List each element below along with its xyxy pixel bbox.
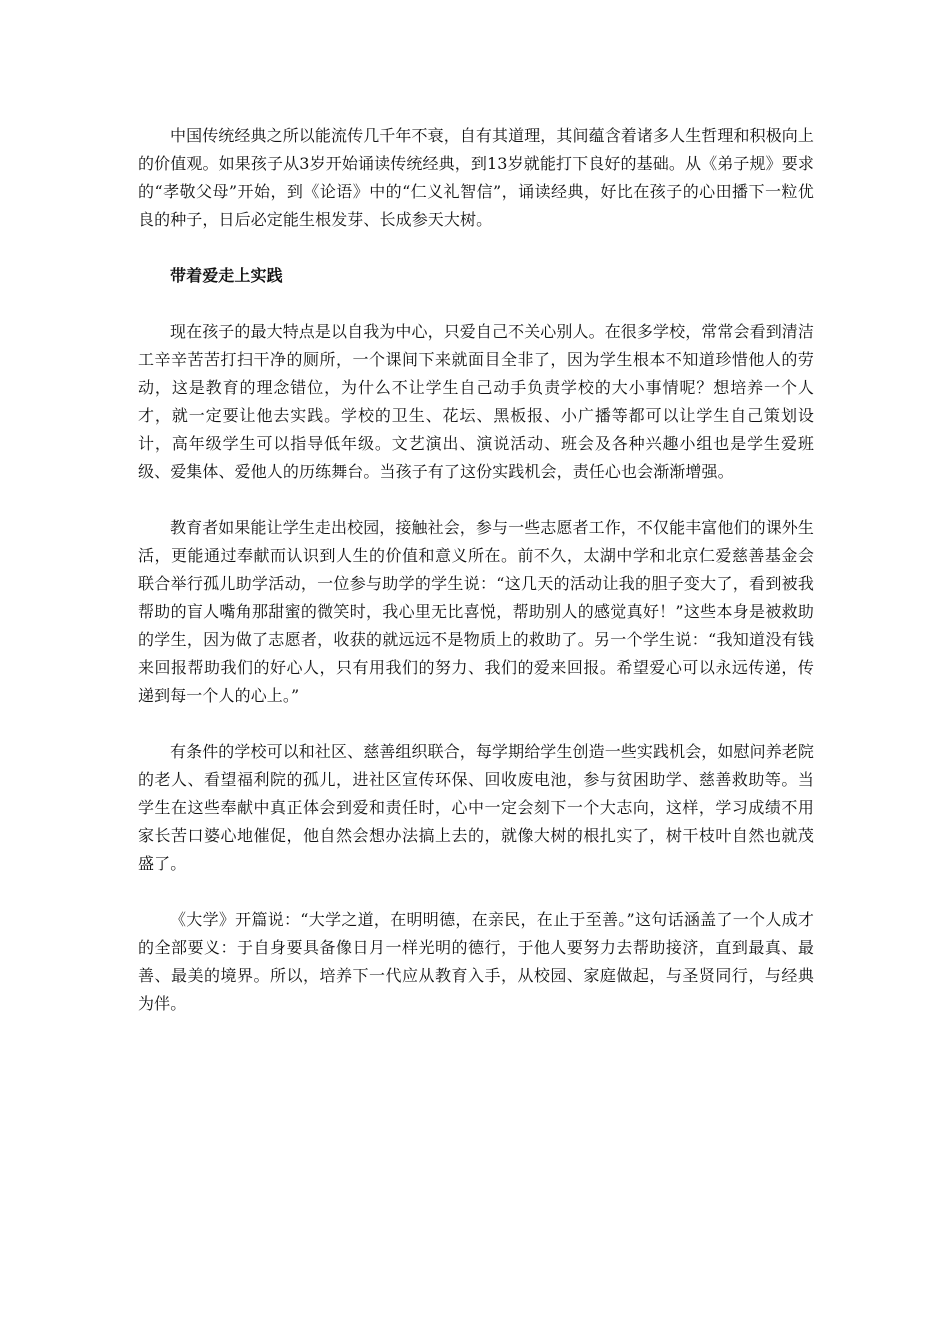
paragraph-spacer bbox=[138, 486, 814, 514]
paragraph-practice: 现在孩子的最大特点是以自我为中心，只爱自己不关心别人。在很多学校，常常会看到清洁工辛辛苦苦打扫干净的厕所，一个课间下来就面目全非了，因为学生根本不知道珍惜他人的劳动，这是教育的理念错位，为什么不让学生自己动手负责学校的大小事情呢？想培养一个人才，就一定要让他去实践。学校的卫生、花坛、黑板报、小广播等都可以让学生自己策划设计，高年级学生可以指导低年级。文艺演出、演说活动、班会及各种兴趣小组也是学生爱班级、爱集体、爱他人的历练舞台。当孩子有了这份实践机会，责任心也会渐渐增强。 bbox=[138, 322, 815, 481]
paragraph-spacer bbox=[138, 710, 814, 738]
paragraph-community: 有条件的学校可以和社区、慈善组织联合，每学期给学生创造一些实践机会，如慰问养老院的老人、看望福利院的孤儿，进社区宣传环保、回收废电池，参与贫困助学、慈善救助等。当学生在这些奉献中真正体会到爱和责任时，心中一定会刻下一个大志向，这样，学习成绩不用家长苦口婆心地催促，他自然会想办法搞上去的，就像大树的根扎实了，树干枝叶自然也就茂盛了。 bbox=[138, 742, 815, 873]
section-heading: 带着爱走上实践 bbox=[170, 266, 283, 285]
paragraph-spacer bbox=[138, 878, 814, 906]
article-body bbox=[138, 122, 814, 1018]
paragraph-volunteer: 教育者如果能让学生走出校园，接触社会，参与一些志愿者工作，不仅能丰富他们的课外生活，更能通过奉献而认识到人生的价值和意义所在。前不久，太湖中学和北京仁爱慈善基金会联合举行孤儿助学活动，一位参与助学的学生说：“这几天的活动让我的胆子变大了，看到被我帮助的盲人嘴角那甜蜜的微笑时，我心里无比喜悦，帮助别人的感觉真好！”这些本身是被救助的学生，因为做了志愿者，收获的就远远不是物质上的救助了。另一个学生说：“我知道没有钱来回报帮助我们的好心人，只有用我们的努力、我们的爱来回报。希望爱心可以永远传递，传递到每一个人的心上。” bbox=[138, 518, 815, 705]
paragraph-spacer bbox=[138, 234, 814, 262]
paragraph-daxue: 《大学》开篇说：“大学之道，在明明德，在亲民，在止于至善。”这句话涵盖了一个人成才的全部要义：于自身要具备像日月一样光明的德行，于他人要努力去帮助接济，直到最真、最善、最美的境界。所以，培养下一代应从教育入手，从校园、家庭做起，与圣贤同行，与经典为伴。 bbox=[138, 910, 814, 1013]
paragraph-spacer bbox=[138, 290, 814, 318]
paragraph-classics: 中国传统经典之所以能流传几千年不衰，自有其道理，其间蕴含着诸多人生哲理和积极向上的价值观。如果孩子从3岁开始诵读传统经典，到13岁就能打下良好的基础。从《弟子规》要求的“孝敬父母”开始，到《论语》中的“仁义礼智信”，诵读经典，好比在孩子的心田播下一粒优良的种子，日后必定能生根发芽、长成参天大树。 bbox=[138, 126, 815, 229]
